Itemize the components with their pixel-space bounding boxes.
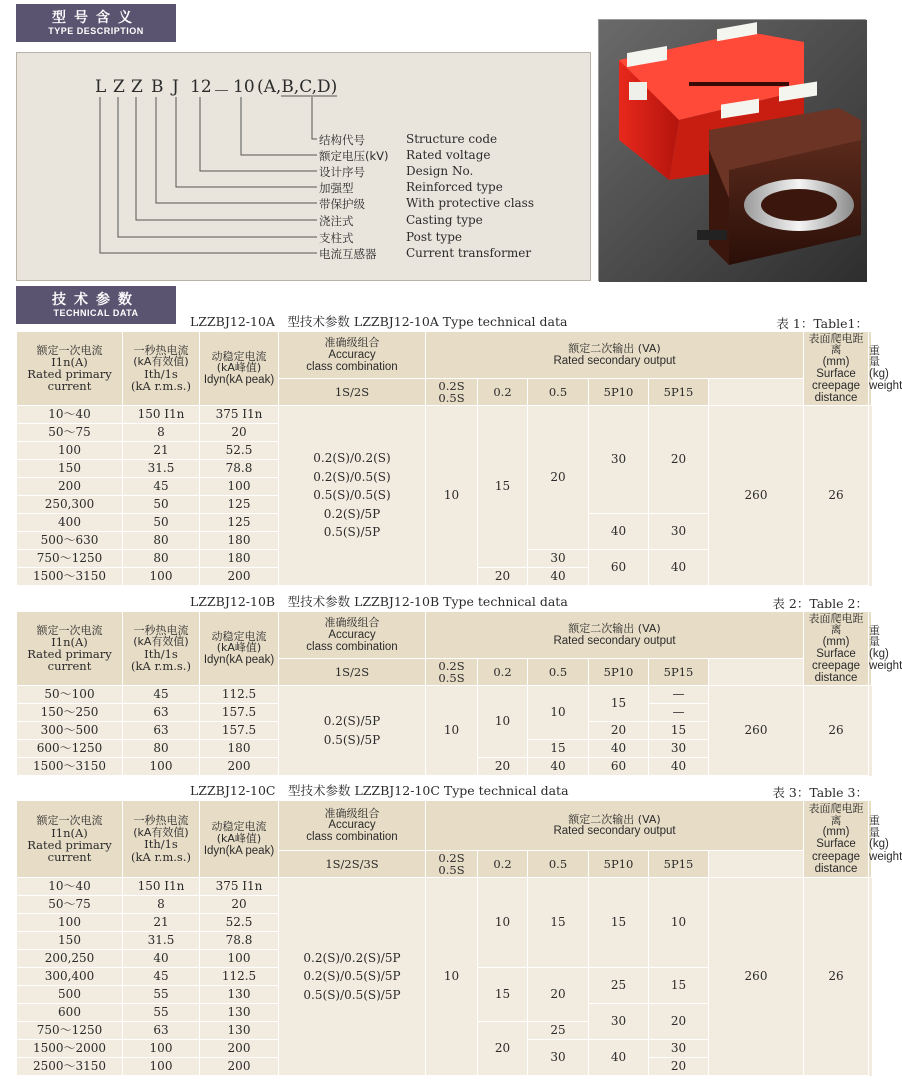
cell-02: 20 (478, 758, 528, 776)
accuracy-sub: 1S/2S (279, 659, 426, 686)
legend-en: Reinforced type (406, 180, 503, 194)
cell-thermal: 31.5 (123, 460, 200, 478)
cell-5p10: 15 (589, 878, 649, 968)
accuracy-sub: 1S/2S (279, 379, 426, 406)
cell-02: 15 (478, 968, 528, 1022)
cell-5p10: 60 (589, 758, 649, 776)
header-secondary-output: 额定二次输出 (VA) Rated secondary output (426, 332, 804, 379)
sub-5p15: 5P15 (649, 659, 709, 686)
cell-thermal: 100 (123, 758, 200, 776)
code-char-l: L (95, 77, 107, 97)
cell-dynamic: 112.5 (200, 686, 279, 704)
cell-5p15: — (649, 704, 709, 722)
cell-accuracy: 0.2(S)/0.2(S)/5P 0.2(S)/0.5(S)/5P 0.5(S)/0.5(S)/5P (279, 878, 426, 1076)
cell-02: 10 (478, 686, 528, 758)
cell-current: 1500～3150 (17, 568, 123, 586)
table-b-number: 表 2：Table 2： (772, 596, 868, 611)
legend-en: Current transformer (406, 246, 532, 260)
header-accuracy: 准确级组合 Accuracy class combination (279, 801, 426, 851)
code-char-12: 12 (190, 77, 212, 97)
cell-current: 750～1250 (17, 1022, 123, 1040)
cell-thermal: 63 (123, 704, 200, 722)
sub-02: 0.2 (478, 659, 528, 686)
legend-zh: 加强型 (319, 181, 354, 195)
legend-zh: 结构代号 (319, 133, 365, 147)
type-description-title-zh: 型号含义 (52, 10, 140, 26)
cell-current: 100 (17, 442, 123, 460)
header-secondary-output: 额定二次输出 (VA) Rated secondary output (426, 612, 804, 659)
header-creepage: 表面爬电距离 (mm) Surface creepage distance (804, 801, 869, 878)
cell-current: 150～250 (17, 704, 123, 722)
legend-zh: 额定电压(kV) (319, 149, 389, 163)
cell-dynamic: 100 (200, 478, 279, 496)
sub-5p10: 5P10 (589, 659, 649, 686)
cell-weight: 26 (804, 878, 869, 1076)
cell-current: 250,300 (17, 496, 123, 514)
legend-zh: 电流互感器 (319, 247, 377, 261)
cell-dynamic: 375 I1n (200, 878, 279, 896)
cell-dynamic: 130 (200, 1004, 279, 1022)
cell-5p15: 40 (649, 758, 709, 776)
cell-dynamic: 100 (200, 950, 279, 968)
sub-02: 0.2 (478, 851, 528, 878)
cell-current: 500～630 (17, 532, 123, 550)
technical-data-title-en: TECHNICAL DATA (53, 308, 139, 318)
table-b-caption: LZZBJ12-10B 型技术参数 LZZBJ12-10B Type technical data (190, 594, 568, 609)
cell-current: 1500～3150 (17, 758, 123, 776)
cell-dynamic: 20 (200, 896, 279, 914)
cell-05: 20 (528, 968, 589, 1022)
sub-02s: 0.2S 0.5S (426, 851, 478, 878)
cell-5p10: 40 (589, 1040, 649, 1076)
cell-dynamic: 78.8 (200, 932, 279, 950)
legend-en: Structure code (406, 132, 498, 146)
cell-05: 15 (528, 878, 589, 968)
cell-dynamic: 200 (200, 1040, 279, 1058)
table-c-number: 表 3：Table 3： (772, 785, 868, 800)
cell-thermal: 150 I1n (123, 878, 200, 896)
header-accuracy: 准确级组合 Accuracy class combination (279, 332, 426, 379)
header-secondary-output: 额定二次输出 (VA) Rated secondary output (426, 801, 804, 851)
code-char-10: 10 (233, 77, 255, 97)
code-char-j: J (172, 77, 179, 97)
legend-zh: 浇注式 (319, 214, 354, 228)
cell-current: 600～1250 (17, 740, 123, 758)
sub-05: 0.5 (528, 379, 589, 406)
cell-accuracy: 0.2(S)/0.2(S) 0.2(S)/0.5(S) 0.5(S)/0.5(S) 0.2(S)/5P 0.5(S)/5P (279, 406, 426, 586)
table-a-caption: LZZBJ12-10A 型技术参数 LZZBJ12-10A Type technical data (190, 314, 568, 329)
cell-current: 150 (17, 932, 123, 950)
cell-thermal: 80 (123, 550, 200, 568)
cell-5p10: 25 (589, 968, 649, 1004)
cell-thermal: 8 (123, 424, 200, 442)
type-description-badge (16, 4, 176, 42)
header-dynamic-current: 动稳定电流 (kA峰值) Idyn(kA peak) (200, 612, 279, 686)
legend-zh: 设计序号 (319, 165, 365, 179)
header-rated-primary-current: 额定一次电流 I1n(A) Rated primary current (17, 332, 123, 406)
type-description-box (16, 52, 591, 281)
cell-current: 500 (17, 986, 123, 1004)
cell-02s: 10 (426, 878, 478, 1076)
table-c-caption: LZZBJ12-10C 型技术参数 LZZBJ12-10C Type technical data (190, 783, 569, 798)
cell-weight: 26 (804, 686, 869, 776)
code-char-dash: － (213, 82, 230, 102)
technical-data-badge (16, 286, 176, 324)
cell-dynamic: 20 (200, 424, 279, 442)
legend-en: Design No. (406, 164, 474, 178)
sub-5p10: 5P10 (589, 379, 649, 406)
header-creepage: 表面爬电距离 (mm) Surface creepage distance (804, 332, 869, 406)
table-c (16, 800, 902, 1076)
cell-5p10: 60 (589, 550, 649, 586)
cell-5p15: 40 (649, 550, 709, 586)
cell-current: 50～75 (17, 424, 123, 442)
cell-05: 30 (528, 550, 589, 568)
cell-current: 1500～2000 (17, 1040, 123, 1058)
legend-zh: 带保护级 (319, 197, 365, 211)
cell-thermal: 8 (123, 896, 200, 914)
legend-en: Rated voltage (406, 148, 491, 162)
cell-thermal: 55 (123, 1004, 200, 1022)
technical-data-title-zh: 技术参数 (52, 292, 140, 308)
cell-5p10: 40 (589, 514, 649, 550)
cell-dynamic: 112.5 (200, 968, 279, 986)
cell-5p15: 30 (649, 1040, 709, 1058)
cell-thermal: 55 (123, 986, 200, 1004)
cell-02s: 10 (426, 686, 478, 776)
cell-5p15: — (649, 686, 709, 704)
cell-thermal: 63 (123, 722, 200, 740)
cell-05: 25 (528, 1022, 589, 1040)
cell-thermal: 100 (123, 1040, 200, 1058)
cell-current: 300～500 (17, 722, 123, 740)
cell-thermal: 45 (123, 968, 200, 986)
cell-5p15: 20 (649, 1058, 709, 1076)
cell-thermal: 31.5 (123, 932, 200, 950)
cell-05: 30 (528, 1040, 589, 1076)
cell-thermal: 100 (123, 1058, 200, 1076)
sub-05: 0.5 (528, 851, 589, 878)
cell-creepage: 260 (709, 878, 804, 1076)
sub-5p10: 5P10 (589, 851, 649, 878)
cell-05: 40 (528, 758, 589, 776)
cell-5p15: 20 (649, 1004, 709, 1040)
cell-dynamic: 200 (200, 568, 279, 586)
code-char-b: B (151, 77, 164, 97)
product-photo (598, 19, 866, 281)
sub-02s: 0.2S 0.5S (426, 659, 478, 686)
table-a-number: 表 1：Table1： (776, 316, 868, 331)
cell-dynamic: 130 (200, 986, 279, 1004)
header-creepage: 表面爬电距离 (mm) Surface creepage distance (804, 612, 869, 686)
cell-05: 20 (528, 406, 589, 550)
code-char-z1: Z (113, 77, 125, 97)
header-dynamic-current: 动稳定电流 (kA峰值) Idyn(kA peak) (200, 332, 279, 406)
cell-current: 10～40 (17, 878, 123, 896)
cell-creepage: 260 (709, 406, 804, 586)
cell-thermal: 50 (123, 514, 200, 532)
cell-5p15: 30 (649, 740, 709, 758)
cell-05: 40 (528, 568, 589, 586)
cell-05: 10 (528, 686, 589, 740)
cell-dynamic: 78.8 (200, 460, 279, 478)
cell-thermal: 21 (123, 442, 200, 460)
cell-5p15: 15 (649, 968, 709, 1004)
cell-dynamic: 157.5 (200, 722, 279, 740)
cell-dynamic: 125 (200, 496, 279, 514)
cell-current: 50～75 (17, 896, 123, 914)
cell-thermal: 80 (123, 532, 200, 550)
cell-current: 750～1250 (17, 550, 123, 568)
accuracy-sub: 1S/2S/3S (279, 851, 426, 878)
cell-5p15: 20 (649, 406, 709, 514)
header-weight: 重量 (kg) weight (869, 612, 872, 686)
cell-thermal: 40 (123, 950, 200, 968)
sub-05: 0.5 (528, 659, 589, 686)
header-thermal-current: 一秒热电流 (kA有效值) Ith/1s (kA r.m.s.) (123, 612, 200, 686)
cell-thermal: 80 (123, 740, 200, 758)
sub-02s: 0.2S 0.5S (426, 379, 478, 406)
cell-02: 20 (478, 1022, 528, 1076)
cell-dynamic: 200 (200, 758, 279, 776)
code-char-abcd: (A,B,C,D) (257, 77, 338, 97)
cell-05: 15 (528, 740, 589, 758)
cell-5p10: 15 (589, 686, 649, 722)
table-b (16, 611, 902, 776)
cell-current: 600 (17, 1004, 123, 1022)
cell-current: 50～100 (17, 686, 123, 704)
cell-5p10: 30 (589, 406, 649, 514)
cell-thermal: 63 (123, 1022, 200, 1040)
table-a (16, 331, 902, 586)
cell-5p15: 15 (649, 722, 709, 740)
cell-current: 2500～3150 (17, 1058, 123, 1076)
legend-en: Post type (406, 230, 462, 244)
cell-dynamic: 52.5 (200, 914, 279, 932)
cell-5p15: 30 (649, 514, 709, 550)
cell-creepage: 260 (709, 686, 804, 776)
cell-thermal: 45 (123, 478, 200, 496)
cell-02s: 10 (426, 406, 478, 586)
cell-current: 200,250 (17, 950, 123, 968)
cell-dynamic: 180 (200, 740, 279, 758)
cell-thermal: 50 (123, 496, 200, 514)
header-rated-primary-current: 额定一次电流 I1n(A) Rated primary current (17, 612, 123, 686)
cell-02: 10 (478, 878, 528, 968)
cell-dynamic: 130 (200, 1022, 279, 1040)
cell-thermal: 100 (123, 568, 200, 586)
cell-current: 10～40 (17, 406, 123, 424)
cell-5p10: 40 (589, 740, 649, 758)
cell-current: 100 (17, 914, 123, 932)
header-rated-primary-current: 额定一次电流 I1n(A) Rated primary current (17, 801, 123, 878)
cell-5p10: 20 (589, 722, 649, 740)
legend-zh: 支柱式 (319, 231, 354, 245)
cell-current: 400 (17, 514, 123, 532)
sub-02: 0.2 (478, 379, 528, 406)
header-dynamic-current: 动稳定电流 (kA峰值) Idyn(kA peak) (200, 801, 279, 878)
cell-dynamic: 180 (200, 532, 279, 550)
cell-02: 15 (478, 406, 528, 568)
cell-dynamic: 180 (200, 550, 279, 568)
cell-02: 20 (478, 568, 528, 586)
header-weight: 重量 (kg) weight (869, 332, 872, 406)
header-accuracy: 准确级组合 Accuracy class combination (279, 612, 426, 659)
cell-current: 300,400 (17, 968, 123, 986)
cell-5p10: 30 (589, 1004, 649, 1040)
cell-current: 200 (17, 478, 123, 496)
sub-5p15: 5P15 (649, 851, 709, 878)
sub-5p15: 5P15 (649, 379, 709, 406)
cell-dynamic: 157.5 (200, 704, 279, 722)
cell-current: 150 (17, 460, 123, 478)
header-weight: 重量 (kg) weight (869, 801, 872, 878)
code-char-z2: Z (131, 77, 143, 97)
cell-dynamic: 375 I1n (200, 406, 279, 424)
legend-en: Casting type (406, 213, 483, 227)
cell-dynamic: 200 (200, 1058, 279, 1076)
cell-thermal: 45 (123, 686, 200, 704)
cell-accuracy: 0.2(S)/5P 0.5(S)/5P (279, 686, 426, 776)
header-thermal-current: 一秒热电流 (kA有效值) Ith/1s (kA r.m.s.) (123, 332, 200, 406)
cell-dynamic: 52.5 (200, 442, 279, 460)
legend-en: With protective class (406, 196, 534, 210)
type-description-title-en: TYPE DESCRIPTION (48, 26, 144, 36)
cell-thermal: 150 I1n (123, 406, 200, 424)
header-thermal-current: 一秒热电流 (kA有效值) Ith/1s (kA r.m.s.) (123, 801, 200, 878)
cell-weight: 26 (804, 406, 869, 586)
cell-dynamic: 125 (200, 514, 279, 532)
cell-5p15: 10 (649, 878, 709, 968)
cell-thermal: 21 (123, 914, 200, 932)
